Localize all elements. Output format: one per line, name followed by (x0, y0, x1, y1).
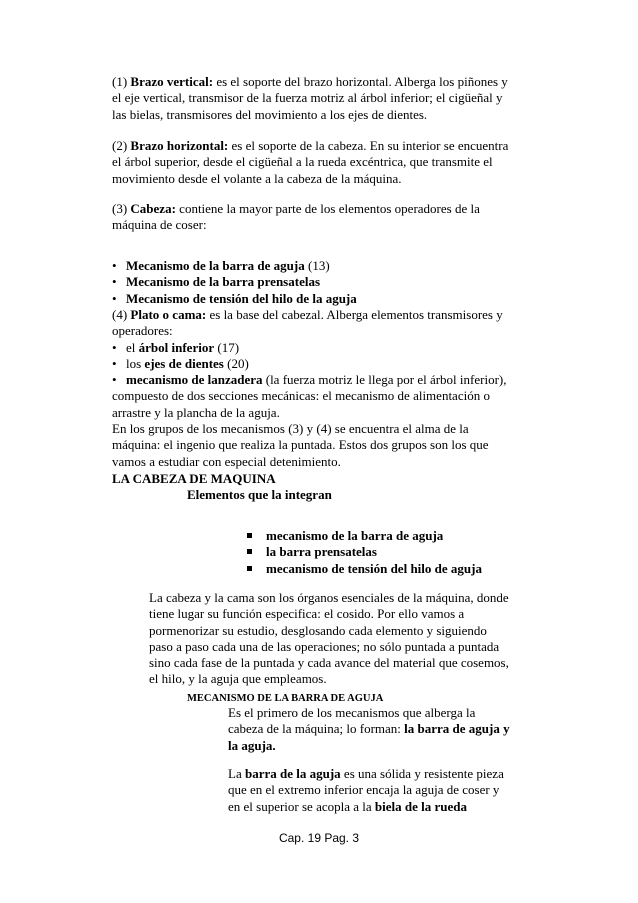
section-heading (112, 471, 276, 487)
list-item: • los ejes de dientes (20) (112, 355, 249, 371)
term: Cabeza: (130, 201, 176, 216)
square-bullet-icon (247, 566, 252, 571)
paragraph-brazo-vertical (112, 74, 508, 123)
text-line: el árbol superior, desde el cigüeñal a la rueda excéntrica, que transmite el (112, 154, 493, 170)
text: es una sólida y resistente pieza (340, 766, 504, 781)
paragraph-brazo-horizontal (112, 138, 508, 187)
square-bullet-icon (247, 533, 252, 538)
section-subtitle: Elementos que la integran (187, 487, 332, 502)
cabeza-elements-list (247, 528, 482, 577)
term: la aguja. (228, 737, 276, 753)
bullet-icon: • (112, 372, 117, 388)
text-line: arrastre y la plancha de la aguja. (112, 404, 280, 420)
item-number: (2) (112, 138, 131, 153)
list-item: mecanismo de la barra de aguja (247, 528, 482, 544)
text: es la base del cabezal. Alberga elementos transmisores y (206, 307, 503, 322)
text-line: tiene lugar su función especifica: el cosido. Por ello vamos a (149, 606, 465, 622)
section-subheading (187, 487, 332, 503)
paragraph-barra-aguja-detail (228, 766, 504, 815)
list-item: • Mecanismo de tensión del hilo de la aguja (112, 290, 357, 306)
list-item: • Mecanismo de la barra prensatelas (112, 274, 321, 290)
text-line: que en el extremo inferior encaja la aguja de coser y (228, 782, 500, 798)
term: Plato o cama: (130, 307, 207, 322)
term: barra de la aguja (244, 766, 341, 781)
paragraph-plato-cama (112, 307, 506, 470)
text-line: movimiento desde el volante a la cabeza de la máquina. (112, 170, 402, 186)
text-line: La cabeza y la cama son los órganos esenciales de la máquina, donde (149, 590, 509, 605)
text-line: paso a paso cada una de las operaciones; no sólo puntada a puntada (149, 638, 500, 654)
text-line: En los grupos de los mecanismos (3) y (4) se encuentra el alma de la (112, 421, 469, 437)
text: en el superior se acopla a la (228, 798, 375, 814)
bullet-icon: • (112, 274, 117, 290)
text-line: sino cada fase de la puntada y cada avance del material que cosemos, (149, 655, 509, 671)
subsection-title: MECANISMO DE LA BARRA DE AGUJA (187, 693, 384, 704)
text-line: compuesto de dos secciones mecánicas: el mecanismo de alimentación o (112, 388, 490, 404)
section-title: LA CABEZA DE MAQUINA (112, 471, 276, 486)
bullet-icon: • (112, 339, 117, 355)
item-number: (1) (112, 74, 131, 89)
text: contiene la mayor parte de los elementos operadores de la (175, 201, 480, 216)
term: biela de la rueda (374, 798, 467, 814)
text-line: operadores: (112, 323, 173, 339)
bullet-icon: • (112, 258, 117, 273)
text-line: vamos a estudiar con especial detenimiento. (112, 453, 341, 469)
text: es el soporte del brazo horizontal. Alberga los piñones y (213, 74, 508, 89)
term: Brazo horizontal: (130, 138, 229, 153)
list-item: • el árbol inferior (17) (112, 339, 240, 355)
bullet-icon: • (112, 290, 117, 306)
list-item: • mecanismo de lanzadera (la fuerza motriz le llega por el árbol inferior), (112, 372, 507, 388)
list-item: mecanismo de tensión del hilo de aguja (247, 561, 482, 577)
text: La (228, 766, 245, 781)
text-line: máquina de coser: (112, 217, 207, 233)
cabeza-mechanisms-list (112, 258, 357, 307)
text-line: pormenorizar su estudio, desglosando cada elemento y siguiendo (149, 622, 487, 638)
text-line: el hilo, y la aguja que empleamos. (149, 671, 327, 687)
paragraph-barra-aguja-intro (228, 705, 510, 754)
page-footer: Cap. 19 Pag. 3 (278, 831, 360, 845)
text-line: el eje vertical, transmisor de la fuerza motriz al árbol inferior; el cigüeñal y (112, 90, 503, 106)
list-item: la barra prensatelas (247, 544, 482, 560)
text: cabeza de la máquina; lo forman: (228, 721, 405, 737)
square-bullet-icon (247, 549, 252, 554)
bullet-icon: • (112, 355, 117, 371)
paragraph-cabeza-cama (149, 590, 509, 688)
item-number: (3) (112, 201, 131, 216)
paragraph-cabeza (112, 201, 480, 234)
text-line: Es el primero de los mecanismos que alberga la (228, 705, 476, 720)
text-line: las bielas, transmisores del movimiento a los ejes de dientes. (112, 106, 428, 122)
term: la barra de aguja y (404, 721, 510, 737)
text: es el soporte de la cabeza. En su interior se encuentra (228, 138, 509, 153)
list-item: • Mecanismo de la barra de aguja (13) (112, 258, 330, 273)
text-line: máquina: el ingenio que realiza la puntada. Estos dos grupos son los que (112, 437, 489, 453)
item-number: (4) (112, 307, 131, 322)
term: Brazo vertical: (130, 74, 214, 89)
